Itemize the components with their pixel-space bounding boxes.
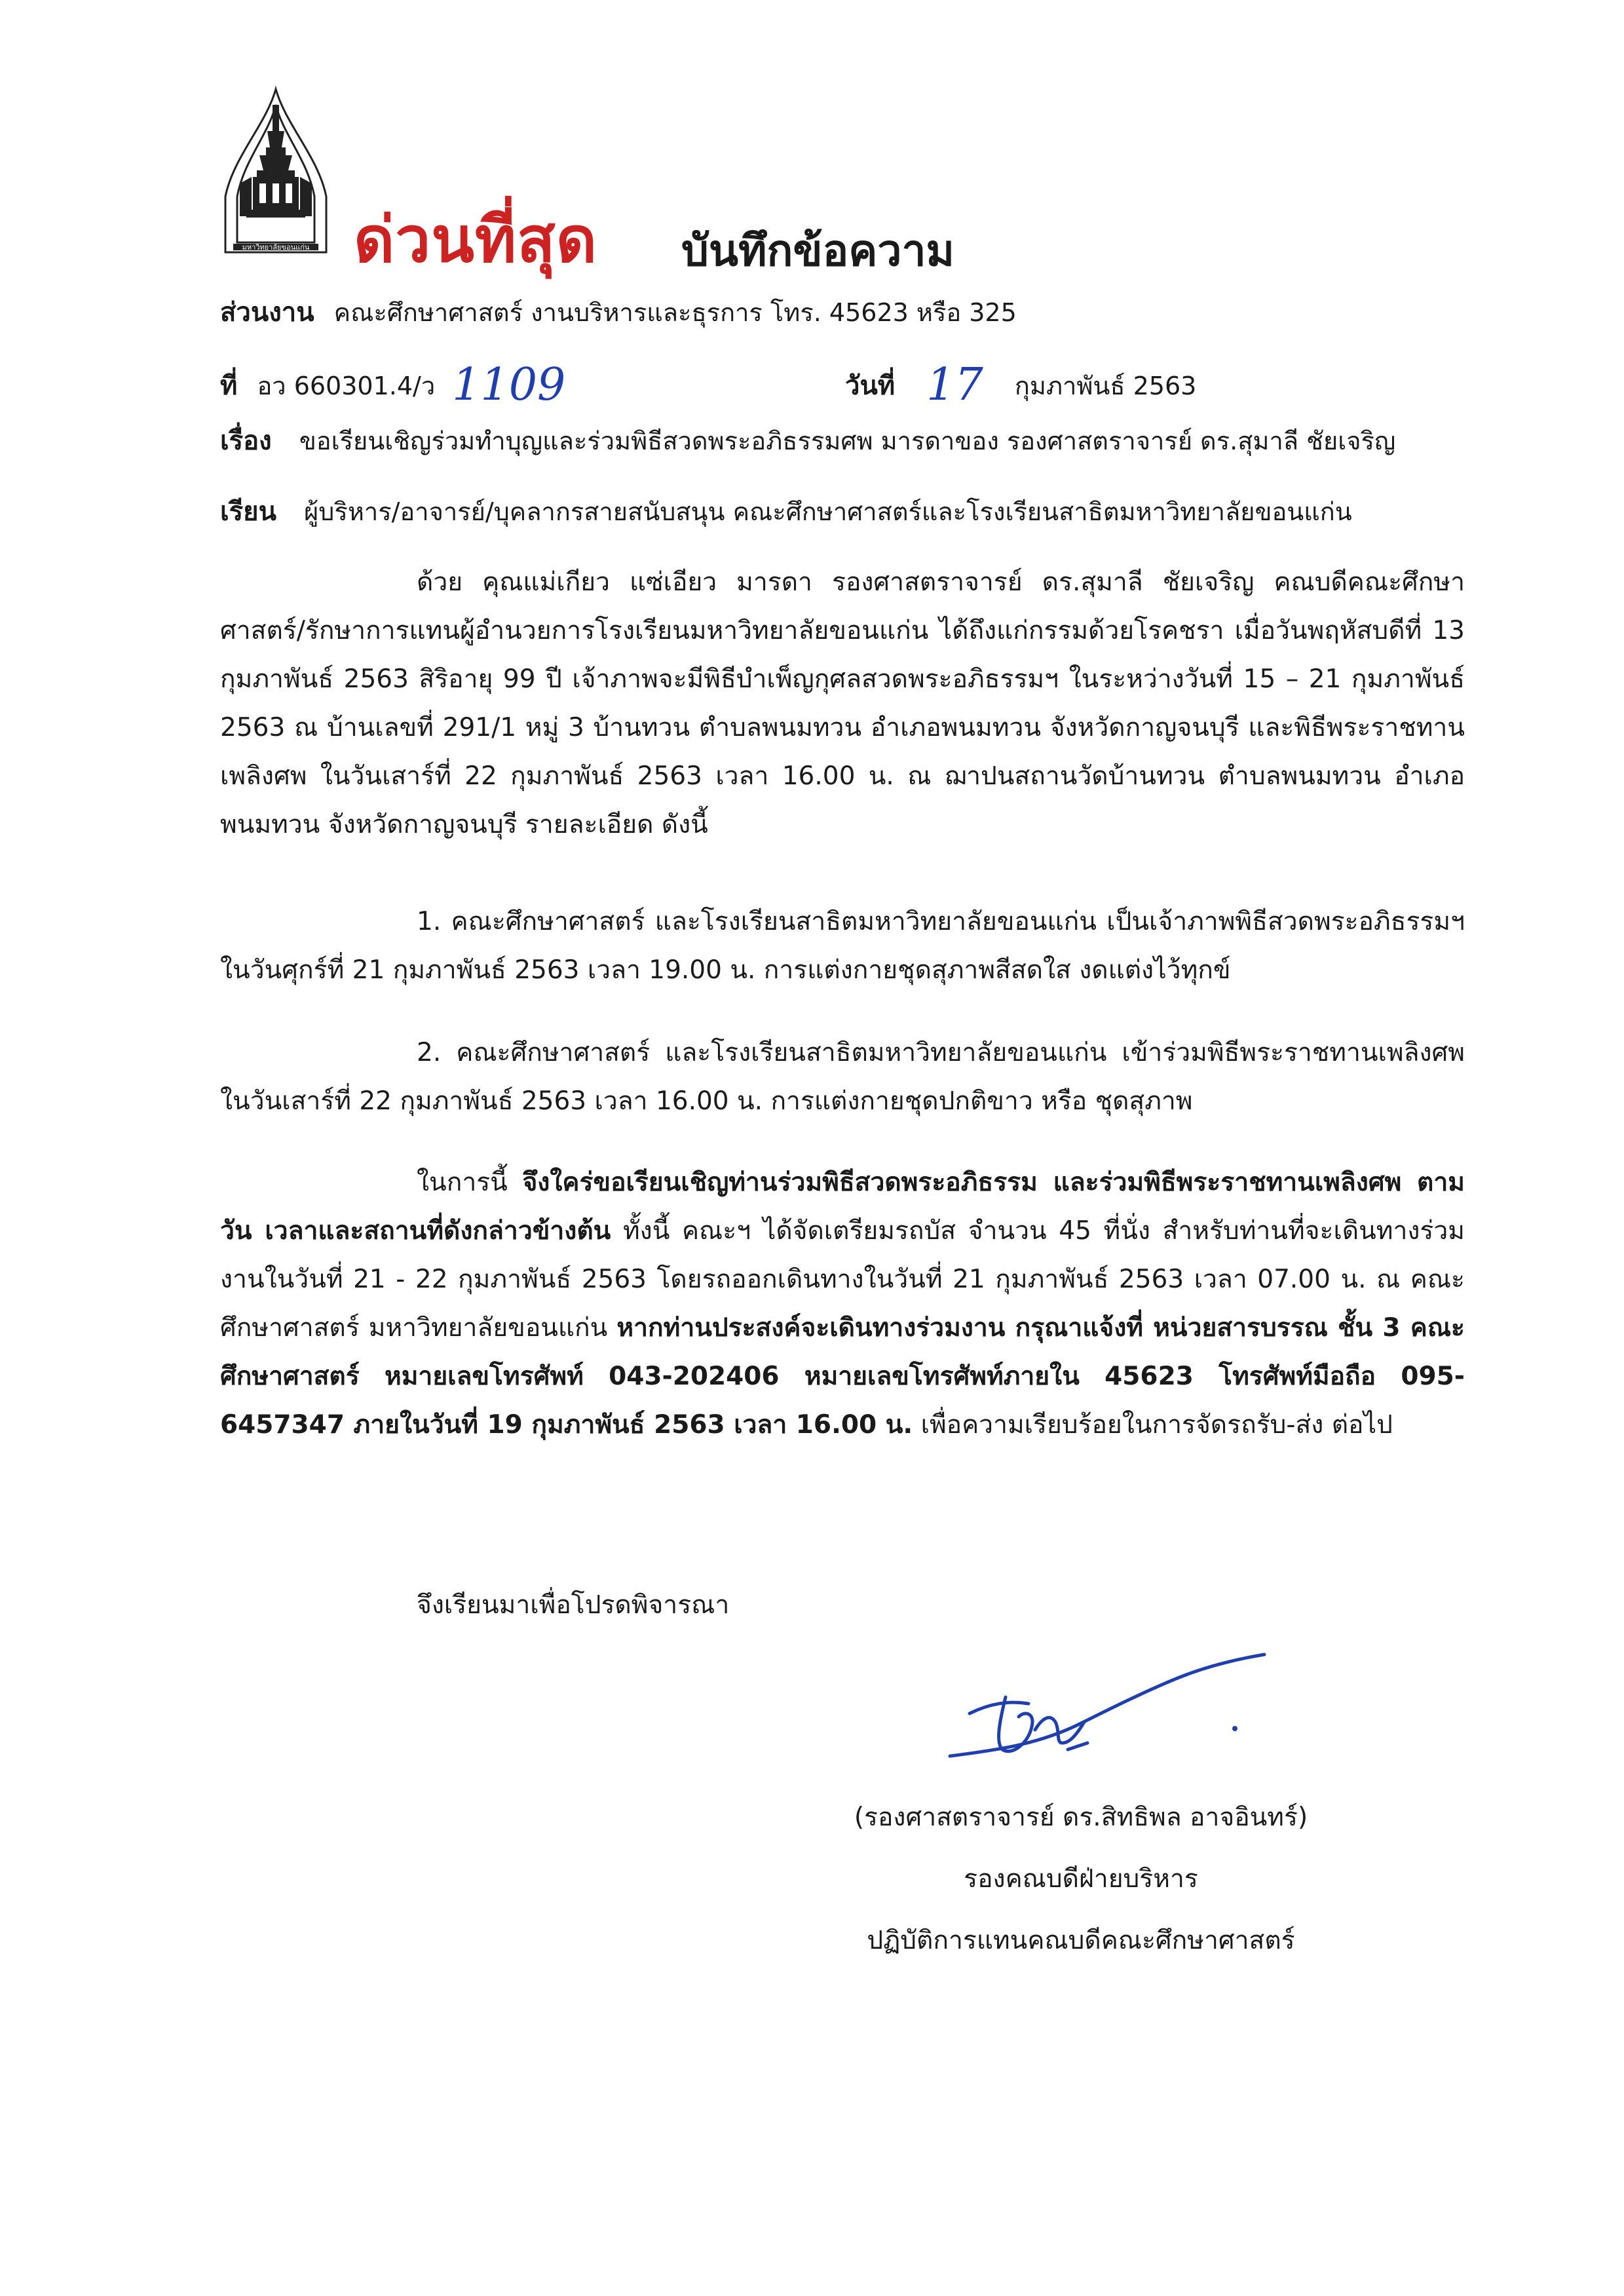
department-row: [220, 291, 1017, 333]
closing-invitation: จึงใคร่ขอเรียนเชิญท่านร่วมพิธีสวดพระอภิธรรม และร่วมพิธีพระราชทานเพลิงศพ ตามวัน เวลาและสถานที่ดังกล่าวข้างต้น: [220, 1168, 1465, 1246]
date-day: 17: [926, 359, 983, 411]
signer-position: รองคณบดีฝ่ายบริหาร: [964, 1864, 1198, 1894]
request-line: จึงเรียนมาเพื่อโปรดพิจารณา: [417, 1590, 730, 1620]
closing-paragraph: [220, 1158, 1465, 1449]
closing-bus-details: ทั้งนี้ คณะฯ ได้จัดเตรียมรถบัส จำนวน 45 ที่นั่ง สำหรับท่านที่จะเดินทางร่วมงานในวันที่ 21 - 22 กุมภาพันธ์ 2563 โดยรถออกเดินทางในวันที่ 21 กุมภาพันธ์ 2563 เวลา 07.00 น. ณ คณะศึกษาศาสตร์ มหาวิทยาลัยขอนแก่น: [220, 1216, 1465, 1343]
signer-name: (รองศาสตราจารย์ ดร.สิทธิพล อาจอินทร์): [854, 1803, 1308, 1832]
reference-prefix: อว 660301.4/ว: [257, 372, 436, 400]
intro-text: ด้วย คุณแม่เกียว แซ่เอียว มารดา รองศาสตราจารย์ ดร.สุมาลี ชัยเจริญ คณบดีคณะศึกษาศาสตร์/รักษาการแทนผู้อำนวยการโรงเรียนมหาวิทยาลัยขอนแก่น ได้ถึงแก่กรรมด้วยโรคชรา เมื่อวันพฤหัสบดีที่ 13 กุมภาพันธ์ 2563 สิริอายุ 99 ปี เจ้าภาพจะมีพิธีบำเพ็ญกุศลสวดพระอภิธรรมฯ ในระหว่างวันที่ 15 – 21 กุมภาพันธ์ 2563 ณ บ้านเลขที่ 291/1 หมู่ 3 บ้านทวน ตำบลพนมทวน อำเภอพนมทวน จังหวัดกาญจนบุรี และพิธีพระราชทานเพลิงศพ ในวันเสาร์ที่ 22 กุมภาพันธ์ 2563 เวลา 16.00 น. ณ ฌาปนสถานวัดบ้านทวน ตำบลพนมทวน อำเภอพนมทวน จังหวัดกาญจนบุรี รายละเอียด ดังนี้: [220, 567, 1465, 839]
item-one-paragraph: [220, 898, 1465, 995]
closing-end: เพื่อความเรียบร้อยในการจัดรถรับ-ส่ง ต่อไป: [913, 1410, 1393, 1440]
university-logo: [220, 85, 331, 259]
memo-title: บันทึกข้อความ: [681, 225, 955, 276]
recipient-row: [220, 490, 1352, 532]
subject-label: เรื่อง: [220, 426, 272, 456]
reference-label: ที่: [220, 371, 238, 401]
signer-acting-position: ปฏิบัติการแทนคณบดีคณะศึกษาศาสตร์: [867, 1926, 1295, 1955]
subject-value: ขอเรียนเชิญร่วมทำบุญและร่วมพิธีสวดพระอภิธรรมศพ มารดาของ รองศาสตราจารย์ ดร.สุมาลี ชัยเจริญ: [299, 427, 1396, 455]
item-one-text: 1. คณะศึกษาศาสตร์ และโรงเรียนสาธิตมหาวิทยาลัยขอนแก่น เป็นเจ้าภาพพิธีสวดพระอภิธรรมฯ ในวันศุกร์ที่ 21 กุมภาพันธ์ 2563 เวลา 19.00 น. การแต่งกายชุดสุภาพสีสดใส งดแต่งไว้ทุกข์: [220, 907, 1465, 985]
date-label: วันที่: [845, 371, 896, 401]
closing-contact-details: หากท่านประสงค์จะเดินทางร่วมงาน กรุณาแจ้งที่ หน่วยสารบรรณ ชั้น 3 คณะศึกษาศาสตร์ หมายเลขโทรศัพท์ 043-202406 หมายเลขโทรศัพท์ภายใน 45623 โทรศัพท์มือถือ 095-6457347 ภายในวันที่ 19 กุมภาพันธ์ 2563 เวลา 16.00 น.: [220, 1313, 1465, 1440]
department-value: คณะศึกษาศาสตร์ งานบริหารและธุรการ โทร. 45623 หรือ 325: [333, 298, 1017, 327]
recipient-label: เรียน: [220, 497, 276, 527]
date-row: [845, 354, 1197, 411]
subject-row: [220, 419, 1395, 461]
closing-lead: ในการนี้: [417, 1168, 523, 1197]
logo-caption: มหาวิทยาลัยขอนแก่น: [242, 243, 310, 252]
item-two-text: 2. คณะศึกษาศาสตร์ และโรงเรียนสาธิตมหาวิทยาลัยขอนแก่น เข้าร่วมพิธีพระราชทานเพลิงศพ ในวันเสาร์ที่ 22 กุมภาพันธ์ 2563 เวลา 16.00 น. การแต่งกายชุดปกติขาว หรือ ชุดสุภาพ: [220, 1038, 1465, 1116]
urgent-stamp: ด่วนที่สุด: [354, 203, 598, 277]
date-month-year: กุมภาพันธ์ 2563: [1014, 372, 1197, 400]
closing-text: [220, 1158, 1465, 1449]
item-two-paragraph: [220, 1029, 1465, 1126]
reference-row: [220, 354, 566, 411]
reference-number: 1109: [452, 359, 566, 411]
handwritten-signature: [871, 1651, 1291, 1782]
department-label: ส่วนงาน: [220, 297, 314, 328]
recipient-value: ผู้บริหาร/อาจารย์/บุคลากรสายสนับสนุน คณะศึกษาศาสตร์และโรงเรียนสาธิตมหาวิทยาลัยขอนแก่น: [304, 497, 1352, 526]
body-intro-paragraph: [220, 558, 1465, 849]
